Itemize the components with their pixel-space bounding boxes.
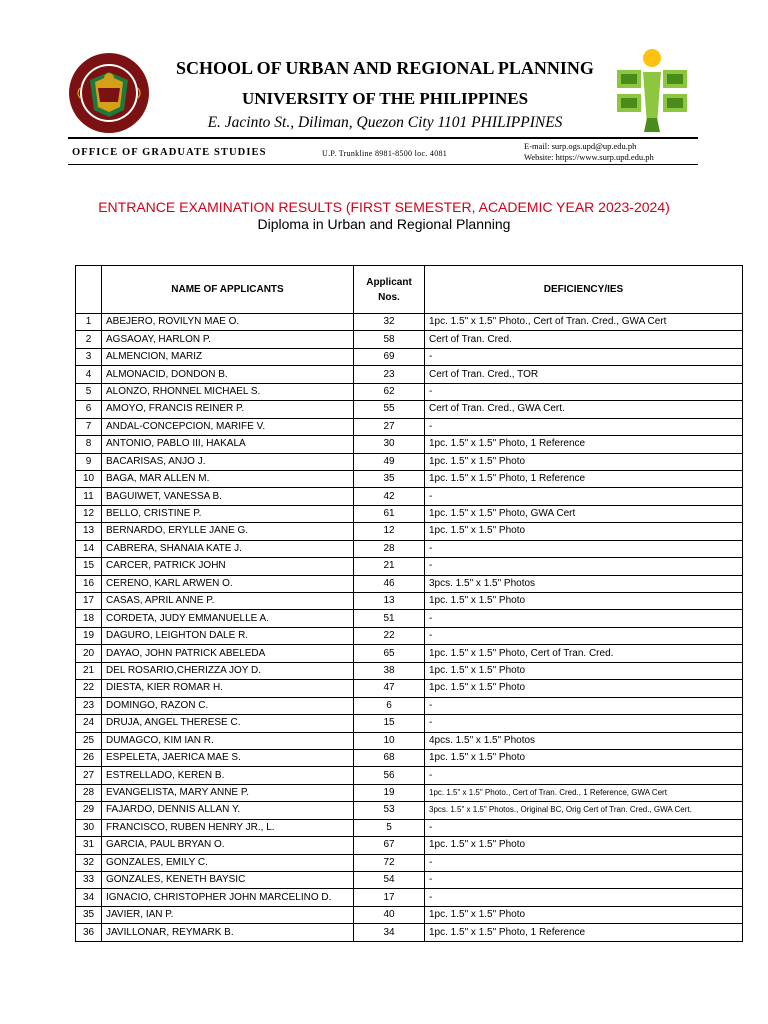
deficiency: - xyxy=(425,348,743,365)
deficiency: - xyxy=(425,540,743,557)
applicant-number: 34 xyxy=(354,924,425,941)
applicant-name: AGSAOAY, HARLON P. xyxy=(102,331,354,348)
applicant-name: ALMENCION, MARIZ xyxy=(102,348,354,365)
row-number: 6 xyxy=(76,401,102,418)
applicant-name: GONZALES, EMILY C. xyxy=(102,854,354,871)
applicant-name: JAVILLONAR, REYMARK B. xyxy=(102,924,354,941)
row-number: 2 xyxy=(76,331,102,348)
table-row xyxy=(76,314,743,331)
applicant-number: 19 xyxy=(354,784,425,801)
applicant-number: 15 xyxy=(354,715,425,732)
applicant-number: 61 xyxy=(354,505,425,522)
applicant-name: EVANGELISTA, MARY ANNE P. xyxy=(102,784,354,801)
applicant-name: CORDETA, JUDY EMMANUELLE A. xyxy=(102,610,354,627)
email: E-mail: surp.ogs.upd@up.edu.ph xyxy=(524,141,637,151)
table-row xyxy=(76,662,743,679)
applicant-number: 30 xyxy=(354,436,425,453)
row-number: 7 xyxy=(76,418,102,435)
row-number: 20 xyxy=(76,645,102,662)
applicant-name: CERENO, KARL ARWEN O. xyxy=(102,575,354,592)
deficiency: - xyxy=(425,627,743,644)
applicant-number: 28 xyxy=(354,540,425,557)
school-name: SCHOOL OF URBAN AND REGIONAL PLANNING xyxy=(176,58,594,78)
deficiency: 1pc. 1.5" x 1.5" Photo, GWA Cert xyxy=(425,505,743,522)
deficiency: - xyxy=(425,383,743,400)
deficiency: 1pc. 1.5" x 1.5" Photo, 1 Reference xyxy=(425,470,743,487)
trunkline: U.P. Trunkline 8981-8500 loc. 4081 xyxy=(322,149,448,158)
applicant-name: FRANCISCO, RUBEN HENRY JR., L. xyxy=(102,819,354,836)
deficiency: - xyxy=(425,819,743,836)
applicant-number: 27 xyxy=(354,418,425,435)
table-row xyxy=(76,610,743,627)
row-number: 34 xyxy=(76,889,102,906)
applicant-name: DRUJA, ANGEL THERESE C. xyxy=(102,715,354,732)
row-number: 22 xyxy=(76,680,102,697)
column-header-deficiency: DEFICIENCY/IES xyxy=(425,266,743,314)
applicant-name: CABRERA, SHANAIA KATE J. xyxy=(102,540,354,557)
table-row xyxy=(76,749,743,766)
table-row xyxy=(76,715,743,732)
up-seal-logo xyxy=(68,52,150,134)
website: Website: https://www.surp.upd.edu.ph xyxy=(524,151,654,162)
table-row xyxy=(76,348,743,365)
applicant-number: 53 xyxy=(354,802,425,819)
applicant-name: FAJARDO, DENNIS ALLAN Y. xyxy=(102,802,354,819)
applicant-name: ALONZO, RHONNEL MICHAEL S. xyxy=(102,383,354,400)
row-number: 25 xyxy=(76,732,102,749)
row-number: 33 xyxy=(76,872,102,889)
applicant-name: DAGURO, LEIGHTON DALE R. xyxy=(102,627,354,644)
applicant-name: DEL ROSARIO,CHERIZZA JOY D. xyxy=(102,662,354,679)
deficiency: 1pc. 1.5" x 1.5" Photo, Cert of Tran. Cred. xyxy=(425,645,743,662)
table-row xyxy=(76,401,743,418)
deficiency: - xyxy=(425,488,743,505)
applicant-number: 49 xyxy=(354,453,425,470)
row-number: 1 xyxy=(76,314,102,331)
row-number: 9 xyxy=(76,453,102,470)
applicant-number: 47 xyxy=(354,680,425,697)
table-row xyxy=(76,645,743,662)
row-number: 4 xyxy=(76,366,102,383)
row-number: 19 xyxy=(76,627,102,644)
column-header-applicant-no: Applicant Nos. xyxy=(354,266,425,314)
row-number: 32 xyxy=(76,854,102,871)
table-row xyxy=(76,906,743,923)
table-row xyxy=(76,523,743,540)
applicant-name: IGNACIO, CHRISTOPHER JOHN MARCELINO D. xyxy=(102,889,354,906)
applicant-number: 65 xyxy=(354,645,425,662)
table-row xyxy=(76,488,743,505)
row-number: 16 xyxy=(76,575,102,592)
table-row xyxy=(76,697,743,714)
deficiency: 1pc. 1.5" x 1.5" Photo, 1 Reference xyxy=(425,436,743,453)
column-header-number xyxy=(76,266,102,314)
row-number: 26 xyxy=(76,749,102,766)
applicant-name: GONZALES, KENETH BAYSIC xyxy=(102,872,354,889)
surp-logo xyxy=(612,48,692,132)
applicant-name: ALMONACID, DONDON B. xyxy=(102,366,354,383)
table-header-row xyxy=(76,266,743,314)
applicant-name: BAGA, MAR ALLEN M. xyxy=(102,470,354,487)
applicant-name: ABEJERO, ROVILYN MAE O. xyxy=(102,314,354,331)
divider xyxy=(68,164,698,165)
table-row xyxy=(76,575,743,592)
row-number: 10 xyxy=(76,470,102,487)
applicant-name: BAGUIWET, VANESSA B. xyxy=(102,488,354,505)
applicant-name: CASAS, APRIL ANNE P. xyxy=(102,593,354,610)
applicant-number: 58 xyxy=(354,331,425,348)
applicant-number: 55 xyxy=(354,401,425,418)
applicant-number: 40 xyxy=(354,906,425,923)
row-number: 5 xyxy=(76,383,102,400)
applicant-number: 10 xyxy=(354,732,425,749)
table-row xyxy=(76,767,743,784)
applicant-name: CARCER, PATRICK JOHN xyxy=(102,558,354,575)
table-row xyxy=(76,558,743,575)
deficiency: - xyxy=(425,889,743,906)
table-row xyxy=(76,418,743,435)
table-row xyxy=(76,627,743,644)
applicant-number: 62 xyxy=(354,383,425,400)
deficiency: 3pcs. 1.5" x 1.5" Photos., Original BC, Orig Cert of Tran. Cred., GWA Cert. xyxy=(425,802,743,819)
applicant-name: DIESTA, KIER ROMAR H. xyxy=(102,680,354,697)
applicant-number: 38 xyxy=(354,662,425,679)
row-number: 17 xyxy=(76,593,102,610)
deficiency: 1pc. 1.5" x 1.5" Photo xyxy=(425,662,743,679)
applicant-number: 32 xyxy=(354,314,425,331)
table-row xyxy=(76,453,743,470)
table-row xyxy=(76,802,743,819)
applicant-name: BACARISAS, ANJO J. xyxy=(102,453,354,470)
applicant-number: 17 xyxy=(354,889,425,906)
row-number: 23 xyxy=(76,697,102,714)
table-row xyxy=(76,680,743,697)
row-number: 14 xyxy=(76,540,102,557)
row-number: 12 xyxy=(76,505,102,522)
deficiency: 1pc. 1.5" x 1.5" Photo xyxy=(425,749,743,766)
applicant-name: DAYAO, JOHN PATRICK ABELEDA xyxy=(102,645,354,662)
deficiency: - xyxy=(425,697,743,714)
applicant-number: 72 xyxy=(354,854,425,871)
table-row xyxy=(76,784,743,801)
applicant-name: BERNARDO, ERYLLE JANE G. xyxy=(102,523,354,540)
deficiency: 3pcs. 1.5" x 1.5" Photos xyxy=(425,575,743,592)
table-row xyxy=(76,436,743,453)
table-row xyxy=(76,854,743,871)
applicant-name: ESTRELLADO, KEREN B. xyxy=(102,767,354,784)
applicant-number: 5 xyxy=(354,819,425,836)
applicant-name: ANTONIO, PABLO III, HAKALA xyxy=(102,436,354,453)
deficiency: 1pc. 1.5" x 1.5" Photo., Cert of Tran. Cred., 1 Reference, GWA Cert xyxy=(425,784,743,801)
applicant-number: 56 xyxy=(354,767,425,784)
applicant-number: 22 xyxy=(354,627,425,644)
row-number: 29 xyxy=(76,802,102,819)
row-number: 30 xyxy=(76,819,102,836)
deficiency: - xyxy=(425,418,743,435)
applicant-name: DOMINGO, RAZON C. xyxy=(102,697,354,714)
deficiency: 1pc. 1.5" x 1.5" Photo, 1 Reference xyxy=(425,924,743,941)
applicant-number: 21 xyxy=(354,558,425,575)
deficiency: Cert of Tran. Cred., TOR xyxy=(425,366,743,383)
deficiency: 1pc. 1.5" x 1.5" Photo xyxy=(425,680,743,697)
row-number: 18 xyxy=(76,610,102,627)
table-row xyxy=(76,872,743,889)
applicant-name: BELLO, CRISTINE P. xyxy=(102,505,354,522)
applicant-number: 46 xyxy=(354,575,425,592)
applicant-name: AMOYO, FRANCIS REINER P. xyxy=(102,401,354,418)
deficiency: 1pc. 1.5" x 1.5" Photo xyxy=(425,593,743,610)
table-row xyxy=(76,889,743,906)
applicant-name: DUMAGCO, KIM IAN R. xyxy=(102,732,354,749)
table-row xyxy=(76,837,743,854)
table-row xyxy=(76,470,743,487)
contact-info xyxy=(524,141,654,162)
deficiency: 1pc. 1.5" x 1.5" Photo xyxy=(425,523,743,540)
row-number: 31 xyxy=(76,837,102,854)
applicant-name: GARCIA, PAUL BRYAN O. xyxy=(102,837,354,854)
table-row xyxy=(76,331,743,348)
row-number: 15 xyxy=(76,558,102,575)
applicant-number: 42 xyxy=(354,488,425,505)
row-number: 28 xyxy=(76,784,102,801)
deficiency: Cert of Tran. Cred., GWA Cert. xyxy=(425,401,743,418)
university-name: UNIVERSITY OF THE PHILIPPINES xyxy=(241,89,529,108)
row-number: 35 xyxy=(76,906,102,923)
applicant-number: 23 xyxy=(354,366,425,383)
document-subtitle: Diploma in Urban and Regional Planning xyxy=(257,216,511,232)
applicant-number: 51 xyxy=(354,610,425,627)
divider xyxy=(68,137,698,139)
applicant-number: 68 xyxy=(354,749,425,766)
table-row xyxy=(76,383,743,400)
deficiency: 4pcs. 1.5" x 1.5" Photos xyxy=(425,732,743,749)
office-name: OFFICE OF GRADUATE STUDIES xyxy=(72,147,267,158)
applicant-name: JAVIER, IAN P. xyxy=(102,906,354,923)
column-header-name: NAME OF APPLICANTS xyxy=(102,266,354,314)
table-row xyxy=(76,819,743,836)
applicant-number: 35 xyxy=(354,470,425,487)
deficiency: - xyxy=(425,610,743,627)
applicant-number: 69 xyxy=(354,348,425,365)
deficiency: - xyxy=(425,558,743,575)
table-row xyxy=(76,540,743,557)
deficiency: 1pc. 1.5" x 1.5" Photo xyxy=(425,453,743,470)
deficiency: - xyxy=(425,872,743,889)
table-row xyxy=(76,732,743,749)
row-number: 21 xyxy=(76,662,102,679)
applicant-number: 54 xyxy=(354,872,425,889)
table-row xyxy=(76,924,743,941)
deficiency: - xyxy=(425,854,743,871)
row-number: 3 xyxy=(76,348,102,365)
applicant-number: 13 xyxy=(354,593,425,610)
row-number: 36 xyxy=(76,924,102,941)
row-number: 11 xyxy=(76,488,102,505)
deficiency: 1pc. 1.5" x 1.5" Photo xyxy=(425,837,743,854)
row-number: 27 xyxy=(76,767,102,784)
table-body xyxy=(76,314,743,942)
row-number: 8 xyxy=(76,436,102,453)
table-row xyxy=(76,505,743,522)
results-table xyxy=(75,265,743,942)
deficiency: 1pc. 1.5" x 1.5" Photo xyxy=(425,906,743,923)
letterhead xyxy=(0,0,768,170)
applicant-name: ANDAL-CONCEPCION, MARIFE V. xyxy=(102,418,354,435)
row-number: 24 xyxy=(76,715,102,732)
table-row xyxy=(76,593,743,610)
row-number: 13 xyxy=(76,523,102,540)
deficiency: 1pc. 1.5" x 1.5" Photo., Cert of Tran. Cred., GWA Cert xyxy=(425,314,743,331)
deficiency: - xyxy=(425,715,743,732)
deficiency: - xyxy=(425,767,743,784)
applicant-name: ESPELETA, JAERICA MAE S. xyxy=(102,749,354,766)
deficiency: Cert of Tran. Cred. xyxy=(425,331,743,348)
document-title: ENTRANCE EXAMINATION RESULTS (FIRST SEMESTER, ACADEMIC YEAR 2023-2024) xyxy=(98,199,670,215)
address: E. Jacinto St., Diliman, Quezon City 1101 PHILIPPINES xyxy=(207,114,563,131)
applicant-number: 6 xyxy=(354,697,425,714)
applicant-number: 67 xyxy=(354,837,425,854)
table-row xyxy=(76,366,743,383)
applicant-number: 12 xyxy=(354,523,425,540)
